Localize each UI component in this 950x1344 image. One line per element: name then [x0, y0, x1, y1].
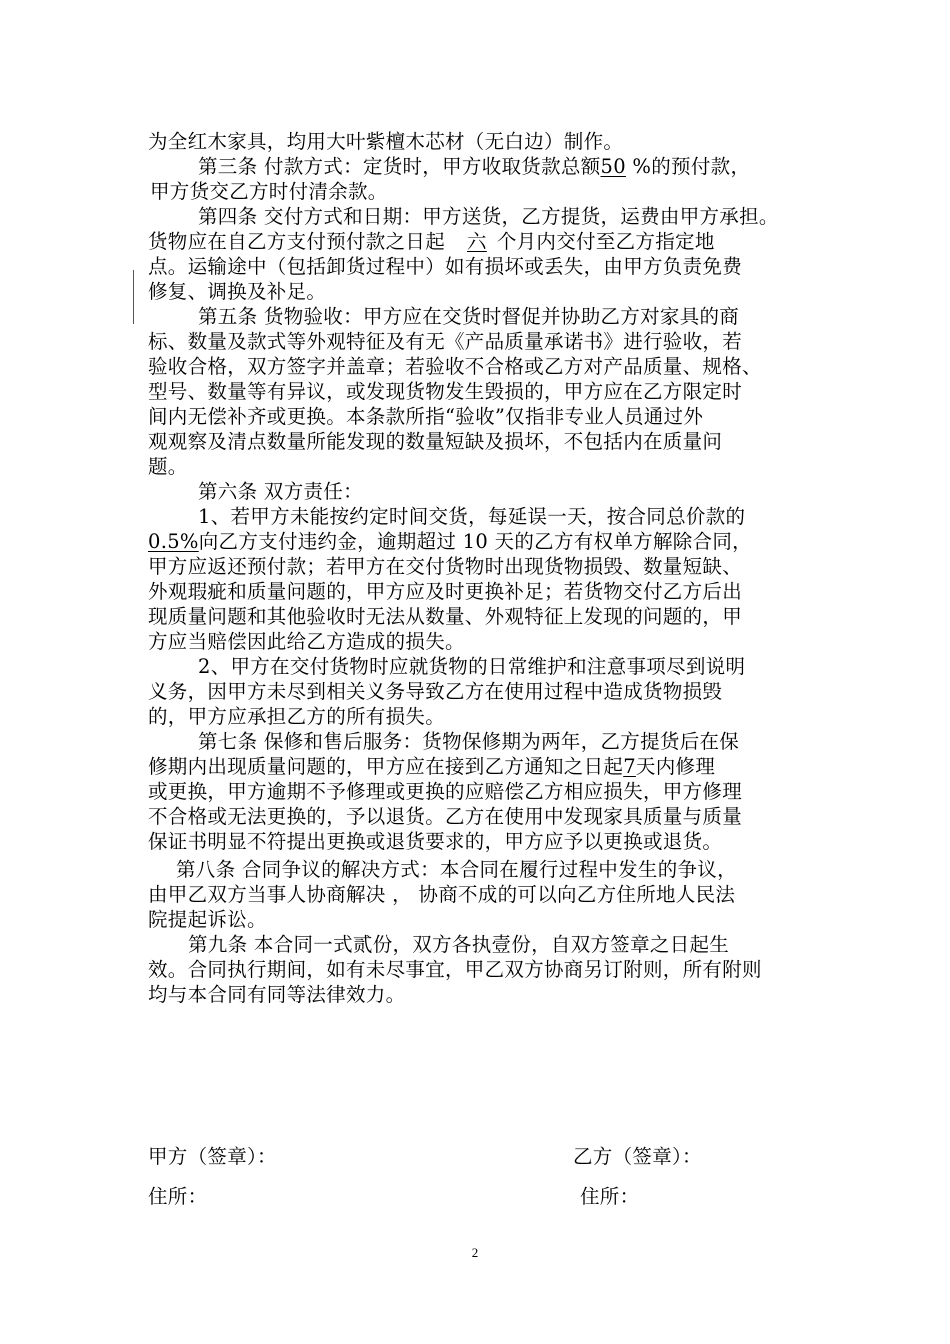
text-line: 保证书明显不符提出更换或退货要求的，甲方应予以更换或退货。 [148, 830, 723, 853]
article-3-line: 第三条 付款方式：定货时，甲方收取货款总额50 %的预付款， [198, 155, 751, 178]
penalty-rate: 0.5% [148, 530, 199, 553]
text-line: 院提起诉讼。 [148, 908, 267, 931]
party-b-address-label: 住所： [580, 1185, 640, 1208]
text-line: 甲方货交乙方时付清余款。 [150, 180, 388, 203]
text-line: 0.5%向乙方支付违约金，逾期超过 10 天的乙方有权单方解除合同， [148, 530, 752, 553]
article-9-line: 第九条 本合同一式贰份，双方各执壹份，自双方签章之日起生 [188, 933, 730, 956]
text-line: 由甲乙双方当事人协商解决 ， 协商不成的可以向乙方住所地人民法 [148, 883, 736, 906]
text-line: 为全红木家具，均用大叶紫檀木芯材（无白边）制作。 [148, 130, 624, 153]
text-line: 标、数量及款式等外观特征及有无《产品质量承诺书》进行验收，若 [148, 330, 743, 353]
article-7-line: 第七条 保修和售后服务：货物保修期为两年，乙方提货后在保 [198, 730, 740, 753]
text-line: 均与本合同有同等法律效力。 [148, 983, 406, 1006]
text-line: 或更换，甲方逾期不予修理或更换的应赔偿乙方相应损失，甲方修理 [148, 780, 743, 803]
party-b-signature-label: 乙方（签章）： [573, 1145, 702, 1168]
text-line: 效。合同执行期间，如有未尽事宜，甲乙双方协商另订附则，所有附则 [148, 958, 762, 981]
text-line: 的，甲方应承担乙方的所有损失。 [148, 705, 446, 728]
article-4-line: 第四条 交付方式和日期：甲方送货，乙方提货，运费由甲方承担。 [198, 205, 779, 228]
text-line: 验收合格，双方签字并盖章；若验收不合格或乙方对产品质量、规格、 [148, 355, 762, 378]
text-line: 现质量问题和其他验收时无法从数量、外观特征上发现的问题的，甲 [148, 605, 743, 628]
party-a-address-label: 住所： [148, 1185, 208, 1208]
party-a-signature-label: 甲方（签章）： [148, 1145, 277, 1168]
text-line: 观观察及清点数量所能发现的数量短缺及损坏，不包括内在质量问 [148, 430, 723, 453]
text-line: 不合格或无法更换的，予以退货。乙方在使用中发现家具质量与质量 [148, 805, 743, 828]
margin-mark [133, 270, 134, 324]
text-line: 货物应在自乙方支付预付款之日起 六 个月内交付至乙方指定地 [148, 230, 715, 253]
prepayment-percent: 50 [600, 155, 626, 178]
text-line: 外观瑕疵和质量问题的，甲方应及时更换补足；若货物交付乙方后出 [148, 580, 743, 603]
page-number: 2 [471, 1245, 479, 1260]
text-line: 点。运输途中（包括卸货过程中）如有损坏或丢失，由甲方负责免费 [148, 255, 743, 278]
text-line: 义务，因甲方未尽到相关义务导致乙方在使用过程中造成货物损毁 [148, 680, 723, 703]
text-line: 修期内出现质量问题的，甲方应在接到乙方通知之日起7天内修理 [148, 755, 716, 778]
text-line: 间内无偿补齐或更换。本条款所指“验收”仅指非专业人员通过外 [148, 405, 704, 428]
text-line: 方应当赔偿因此给乙方造成的损失。 [148, 630, 465, 653]
text-line: 题。 [148, 455, 188, 478]
delivery-months: 六 [467, 230, 487, 253]
article-5-line: 第五条 货物验收：甲方应在交货时督促并协助乙方对家具的商 [198, 305, 740, 328]
text-line: 修复、调换及补足。 [148, 280, 327, 303]
text-line: 甲方应返还预付款；若甲方在交付货物时出现货物损毁、数量短缺、 [148, 555, 743, 578]
article-6-item-1: 1、若甲方未能按约定时间交货，每延误一天，按合同总价款的 [198, 505, 746, 528]
text-line: 型号、数量等有异议，或发现货物发生毁损的，甲方应在乙方限定时 [148, 380, 743, 403]
repair-days: 7 [623, 755, 636, 778]
article-8-line: 第八条 合同争议的解决方式：本合同在履行过程中发生的争议， [176, 858, 737, 881]
article-6-item-2: 2、甲方在交付货物时应就货物的日常维护和注意事项尽到说明 [198, 655, 746, 678]
article-6-title: 第六条 双方责任： [198, 480, 363, 503]
